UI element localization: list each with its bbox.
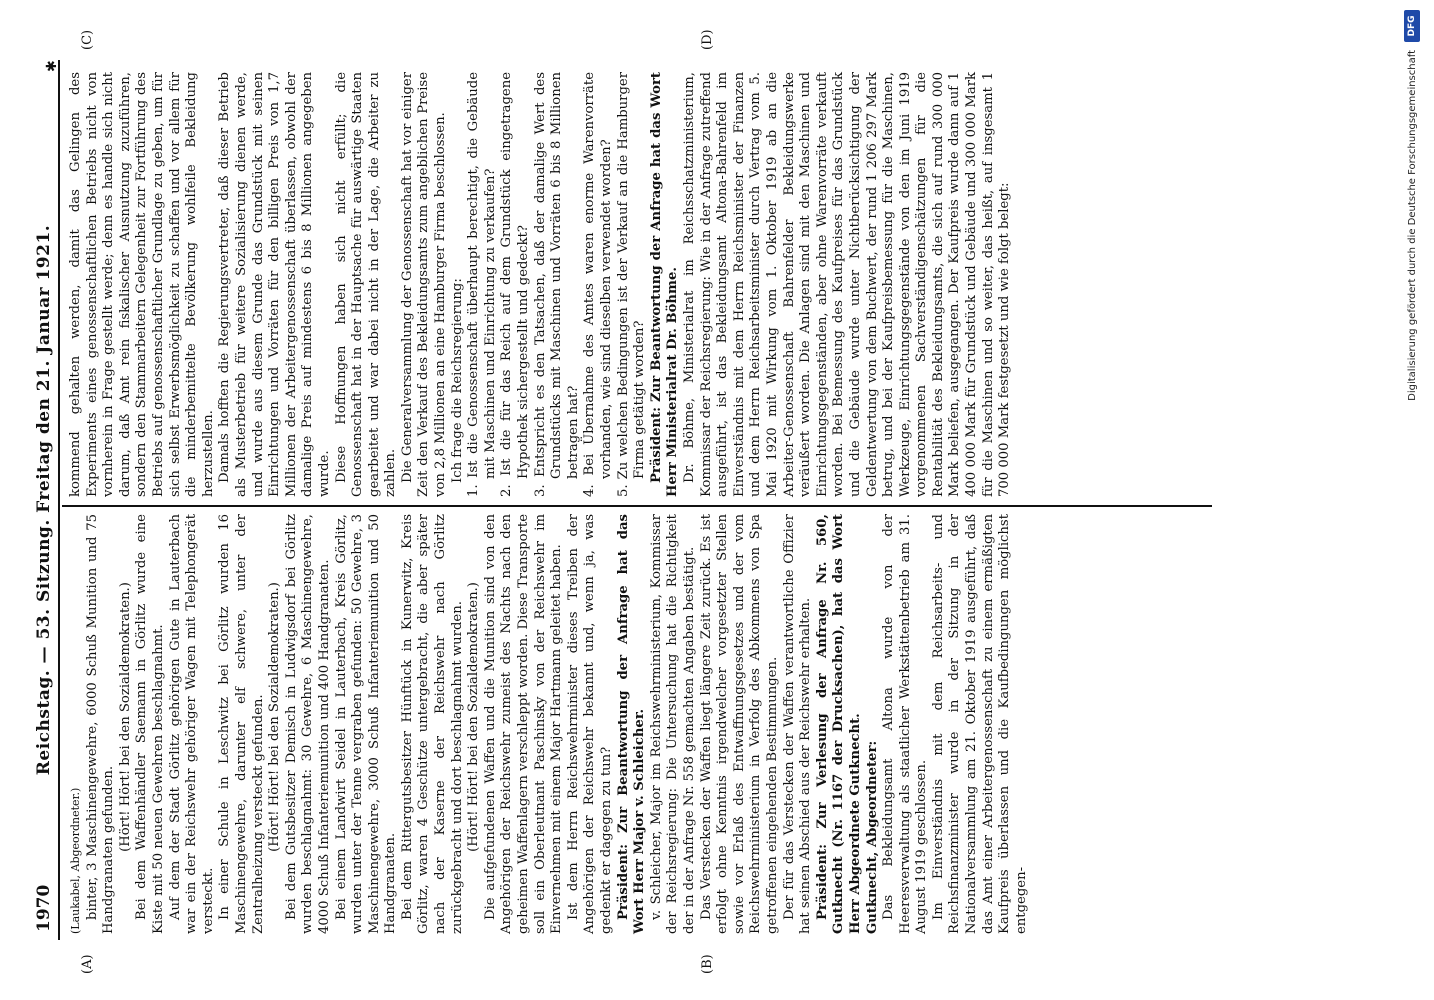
ornament-mark: ✱	[44, 60, 60, 72]
paragraph: Diese Hoffnungen haben sich nicht erfüllt; die Genossenschaft hat in der Hauptsache für auswärtige Staaten gearbeitet und war dabei nicht in der Lage, die Arbeiter zu zahlen.	[333, 72, 399, 497]
paragraph: Die aufgefundenen Waffen und die Munition sind von den Angehörigen der Reichswehr zumeist des Nachts nach den geheimen Waffenlagern verschleppt worden. Diese Transporte soll ein Oberleutnant Paschinsky von der Reichswehr im Einvernehmen mit einem Major Hartmann geleitet haben.	[482, 514, 565, 934]
paragraph: v. Schleicher, Major im Reichswehrministerium, Kommissar der Reichsregierung: Die Untersuchung hat die Richtigkeit der in der Anfrage Nr. 558 gemachten Angaben bestätigt.	[648, 514, 697, 934]
paragraph: Das Bekleidungsamt Altona wurde von der Heeresverwaltung als staatlicher Werkstättenbetrieb am 31. August 1919 geschlossen.	[881, 514, 930, 934]
dfg-logo: DFG	[1404, 10, 1420, 42]
page-number: 1970	[34, 884, 54, 932]
margin-marker-b: (B)	[700, 954, 715, 974]
question-item: 5. Zu welchen Bedingungen ist der Verkauf an die Hamburger Firma getätigt worden?	[615, 72, 648, 497]
paragraph: Im Einverständnis mit dem Reichsarbeits- und Reichsfinanzminister wurde in der Sitzung in der Nationalversammlung am 21. Oktober 1919 ausgeführt, daß das Amt einer Arbeitergenossenschaft zu einem ermäßigten Kaufpreis überlassen und die Kaufbedingungen möglichst entgegen-	[930, 514, 1029, 934]
column-divider	[62, 505, 1212, 507]
speaker-label: (Laukabel, Abgeordneter.)	[69, 787, 82, 934]
question-item: 1. Ist die Genossenschaft überhaupt berechtigt, die Gebäude mit Maschinen und Einrichtung zu verkaufen?	[466, 72, 498, 497]
question-item: 4. Bei Übernahme des Amtes waren enorme Warenvorräte vorhanden, wie sind dieselben verwendet worden?	[582, 72, 614, 497]
paragraph: Auf dem der Stadt Görlitz gehörigen Gute in Lauterbach war ein der Reichswehr gehöriger Wagen mit Telephongerät versteckt.	[167, 514, 216, 934]
margin-marker-a: (A)	[80, 954, 95, 974]
paragraph: Bei einem Landwirt Seidel in Lauterbach, Kreis Görlitz, wurden unter der Tenne vergraben gefunden: 50 Gewehre, 3 Maschinengewehre, 3000 Schuß Infanteriemunition und 50 Handgranaten.	[333, 514, 399, 934]
interjection: (Hört! Hört! bei den Sozialdemokraten.)	[267, 582, 283, 852]
paragraph: Bei dem Waffenhändler Saemann in Görlitz wurde eine Kiste mit 50 neuen Gewehren beschlagnahmt.	[134, 514, 166, 934]
credit-text: Digitalisierung gefördert durch die Deutsche Forschungsgemeinschaft	[1407, 50, 1418, 401]
margin-marker-d: (D)	[700, 29, 715, 50]
left-column	[68, 514, 1030, 934]
interjection: (Hört! Hört! bei den Sozialdemokraten.)	[466, 582, 482, 852]
paragraph: binter, 3 Maschinengewehre, 6000 Schuß Munition und 75 Handgranaten gefunden.	[84, 514, 117, 934]
interjection: (Hört! Hört! bei den Sozialdemokraten.)	[117, 582, 133, 852]
president-statement: Präsident: Zur Beantwortung der Anfrage hat das Wort Herr Major v. Schleicher.	[615, 514, 648, 934]
header-rule	[58, 60, 60, 940]
speaker-heading: Gutknecht, Abgeordneter:	[864, 740, 880, 934]
paragraph: Bei dem Gutsbesitzer Demisch in Ludwigsdorf bei Görlitz wurden beschlagnahmt: 30 Gewehre, 6 Maschinengewehre, 4000 Schuß Infanteriemunition und 400 Handgranaten.	[283, 514, 332, 934]
question-item: 3. Entspricht es den Tatsachen, daß der damalige Wert des Grundstücks mit Maschinen und Vorräten 6 bis 8 Millionen betragen hat?	[532, 72, 581, 497]
question-item: 2. Ist die für das Reich auf dem Grundstück eingetragene Hypothek sichergestellt und gedeckt?	[499, 72, 532, 497]
paragraph: Damals hofften die Regierungsvertreter, daß dieser Betrieb als Musterbetrieb für weitere Sozialisierung dienen werde, und wurde aus diesem Grunde das Grundstück mit seinen Einrichtungen und Vorräten für den billigen Preis von 1,7 Millionen der Arbeitergenossenschaft überlassen, obwohl der damalige Preis auf mindestens 6 bis 8 Millionen angegeben wurde.	[217, 72, 332, 497]
right-column	[68, 72, 1014, 497]
paragraph: Ist dem Herrn Reichswehrminister dieses Treiben der Angehörigen der Reichswehr bekannt und, wenn ja, was gedenkt er dagegen zu tun?	[565, 514, 614, 934]
digitization-credit	[1402, 0, 1424, 1000]
margin-marker-c: (C)	[80, 29, 95, 50]
paragraph: Das Verstecken der Waffen liegt längere Zeit zurück. Es ist erfolgt ohne Kenntnis irgendwelcher vorgesetzter Stellen sowie vor Erlaß des Entwaffnungsgesetzes und der vom Reichswehrministerium in Verfolg des Abkommens von Spa getroffenen eingehenden Bestimmungen.	[698, 514, 780, 934]
paragraph: kommend gehalten werden, damit das Gelingen des Experiments eines genossenschaftlichen Betriebs nicht von vornherein in Frage gestellt werde; denn es handle sich nicht darum, daß Amt rein fiskalischer Ausnutzung zuzuführen, sondern den Stammarbeitern Gelegenheit zur Fortführung des Betriebs auf genossenschaftlicher Grundlage zu geben, um für sich selbst Erwerbsmöglichkeit zu schaffen und vor allem für die minderbemittelte Bevölkerung wohlfeile Bekleidung herzustellen.	[68, 72, 216, 497]
paragraph: Ich frage die Reichsregierung:	[449, 278, 465, 483]
president-statement: Präsident: Zur Beantwortung der Anfrage hat das Wort Herr Ministerialrat Dr. Böhme.	[648, 72, 681, 497]
paragraph: Die Generalversammlung der Genossenschaft hat vor einiger Zeit den Verkauf des Bekleidungsamts zum angeblichen Preise von 2,8 Millionen an eine Hamburger Firma beschlossen.	[399, 72, 449, 497]
page-title: Reichstag. — 53. Sitzung. Freitag den 21. Januar 1921.	[34, 224, 54, 776]
paragraph: In einer Schule in Leschwitz bei Görlitz wurden 16 Maschinengewehre, darunter elf schwere, unter der Zentralheizung versteckt gefunden.	[217, 514, 266, 934]
president-statement: Präsident: Zur Verlesung der Anfrage Nr. 560, Gutknecht (Nr. 1167 der Drucksachen), hat das Wort Herr Abgeordnete Gutknecht.	[814, 514, 863, 934]
paragraph: Dr. Böhme, Ministerialrat im Reichsschatzministerium, Kommissar der Reichsregierung: Wie in der Anfrage zutreffend ausgeführt, ist das Bekleidungsamt Altona-Bahrenfeld im Einverständnis mit dem Herrn Reichsminister der Finanzen und dem Herrn Reichsarbeitsminister durch Vertrag vom 5. Mai 1920 mit Wirkung vom 1. Oktober 1919 ab an die Arbeiter-Genossenschaft Bahrenfelder Bekleidungswerke veräußert worden. Die Anlagen sind mit den Maschinen und Einrichtungsgegenständen, aber ohne Warenvorräte verkauft worden. Bei Bemessung des Kaufpreises für das Grundstück und die Gebäude wurde unter Nichtberücksichtigung der Geldentwertung von dem Buchwert, der rund 1 206 297 Mark betrug, und bei der Kaufpreisbemessung für die Maschinen, Werkzeuge, Einrichtungsgegenstände von den im Juni 1919 vorgenommenen Sachverständigenschätzungen für die Rentabilität des Bekleidungsamts, die sich auf rund 300 000 Mark beliefen, ausgegangen. Der Kaufpreis wurde dann auf 1 400 000 Mark für Grundstück und Gebäude und 300 000 Mark für die Maschinen und so weiter, das heißt, auf insgesamt 1 700 000 Mark festgesetzt und wie folgt belegt:	[681, 72, 1013, 497]
paragraph: Bei dem Rittergutsbesitzer Hünftück in Kunerwitz, Kreis Görlitz, waren 4 Geschütze untergebracht, die aber später nach der Kaserne der Reichswehr nach Görlitz zurückgebracht und dort beschlagnahmt wurden.	[399, 514, 465, 934]
paragraph: Der für das Verstecken der Waffen verantwortliche Offizier hat seinen Abschied aus der Reichswehr erhalten.	[781, 514, 814, 934]
